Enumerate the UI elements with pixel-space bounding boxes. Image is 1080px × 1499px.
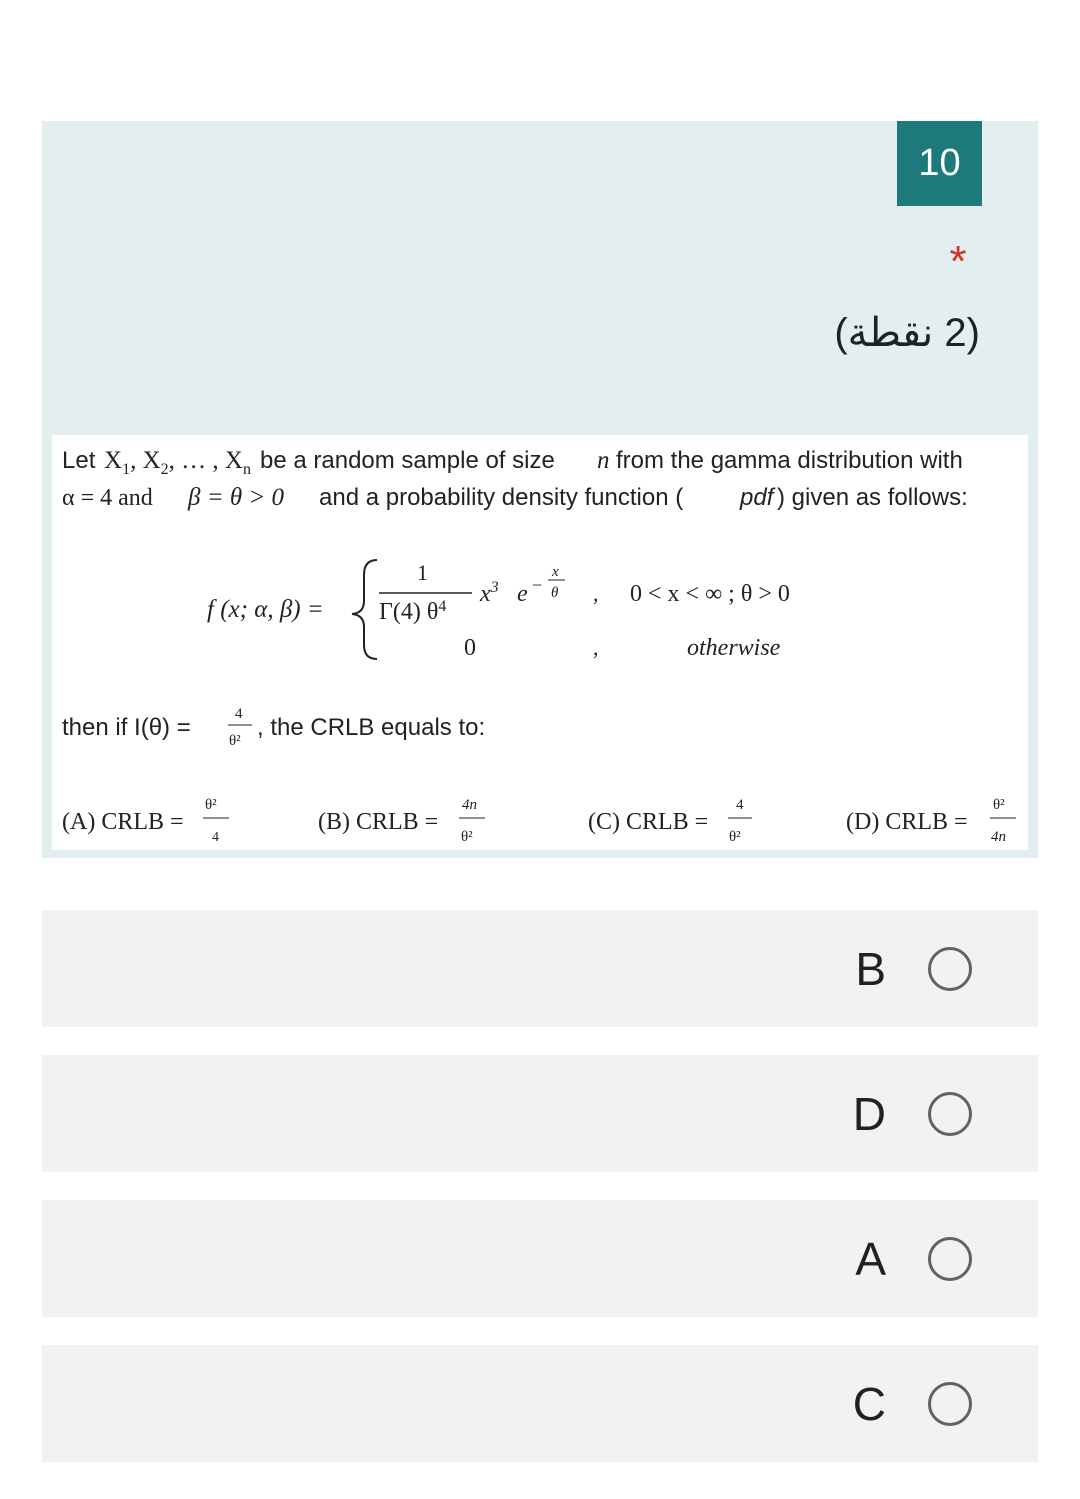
choice-label: D [852, 1087, 886, 1140]
intro-let: Let [62, 447, 96, 474]
svg-text:4n: 4n [462, 797, 477, 813]
svg-text:θ²: θ² [461, 829, 473, 845]
pdf-word: pdf [740, 484, 774, 511]
svg-text:,: , [593, 635, 599, 660]
svg-text:4: 4 [736, 797, 744, 813]
choice-label: A [855, 1232, 886, 1285]
question-number-badge: 10 [897, 121, 982, 206]
intro-text-2: from the gamma distribution with [616, 447, 963, 474]
choice-a[interactable] [42, 1200, 1038, 1317]
formula-condition-2: otherwise [687, 635, 781, 661]
info-denominator: θ² [229, 733, 241, 749]
intro-n: n [597, 447, 610, 474]
question-image [52, 435, 1028, 850]
svg-text:θ²: θ² [993, 797, 1005, 813]
required-star-icon: * [949, 237, 967, 286]
choice-label: B [855, 942, 886, 995]
formula-brace [352, 560, 377, 659]
formula-lhs: f (x; α, β) = [207, 596, 324, 623]
pdf-text: and a probability density function ( [319, 484, 684, 511]
pdf-text-end: ) given as follows: [777, 484, 968, 511]
intro-text-1: be a random sample of size [260, 447, 555, 474]
points-label: (2 نقطة) [834, 311, 980, 355]
alpha-condition: α = 4 and [62, 485, 153, 511]
formula-x: x [480, 581, 491, 607]
svg-text:θ²: θ² [729, 829, 741, 845]
radio-circle-icon[interactable] [928, 1237, 972, 1281]
svg-text:(B) CRLB =: (B) CRLB = [318, 809, 439, 835]
formula-e: e [517, 581, 528, 607]
svg-text:X1, X2, … , Xn: $X_1$, $X_2$, … , $X_n$ [104, 447, 251, 478]
choice-b[interactable] [42, 910, 1038, 1027]
svg-text:θ: θ [551, 585, 559, 601]
svg-text:x: x [552, 564, 559, 580]
intro-var-x1: X [104, 447, 123, 474]
svg-text:,: , [593, 581, 599, 606]
formula-denominator: Γ(4) θ [379, 599, 439, 625]
choice-d[interactable] [42, 1055, 1038, 1172]
radio-circle-icon[interactable] [928, 1382, 972, 1426]
then-end-text: , the CRLB equals to: [257, 714, 486, 741]
svg-text:Γ(4) θ4: Γ(4) $\theta^4$ [379, 598, 447, 625]
formula-numerator: 1 [417, 560, 428, 585]
svg-text:4n: 4n [991, 829, 1006, 845]
svg-text:(D) CRLB =: (D) CRLB = [846, 809, 968, 835]
beta-condition: β = θ > 0 [188, 484, 284, 511]
svg-text:−: − [532, 575, 543, 595]
option-c [588, 797, 752, 845]
formula-condition-1: 0 < x < ∞ ; θ > 0 [630, 581, 790, 607]
radio-circle-icon[interactable] [928, 1092, 972, 1136]
option-a [62, 797, 229, 845]
info-numerator: 4 [235, 706, 243, 722]
formula-zero: 0 [464, 635, 476, 661]
svg-text:4: 4 [212, 830, 219, 845]
svg-text:(A) CRLB =: (A) CRLB = [62, 809, 184, 835]
then-text: then if I(θ) = [62, 714, 191, 741]
option-b [318, 797, 485, 845]
radio-circle-icon[interactable] [928, 947, 972, 991]
option-d [846, 797, 1016, 845]
svg-text:x3: $x^3$ [480, 579, 499, 607]
intro-var-xn: X [224, 447, 243, 474]
svg-text:(C) CRLB =: (C) CRLB = [588, 809, 709, 835]
svg-text:θ²: θ² [205, 797, 217, 813]
choice-label: C [852, 1377, 886, 1430]
intro-var-x2: X [142, 447, 161, 474]
choice-c[interactable] [42, 1345, 1038, 1462]
